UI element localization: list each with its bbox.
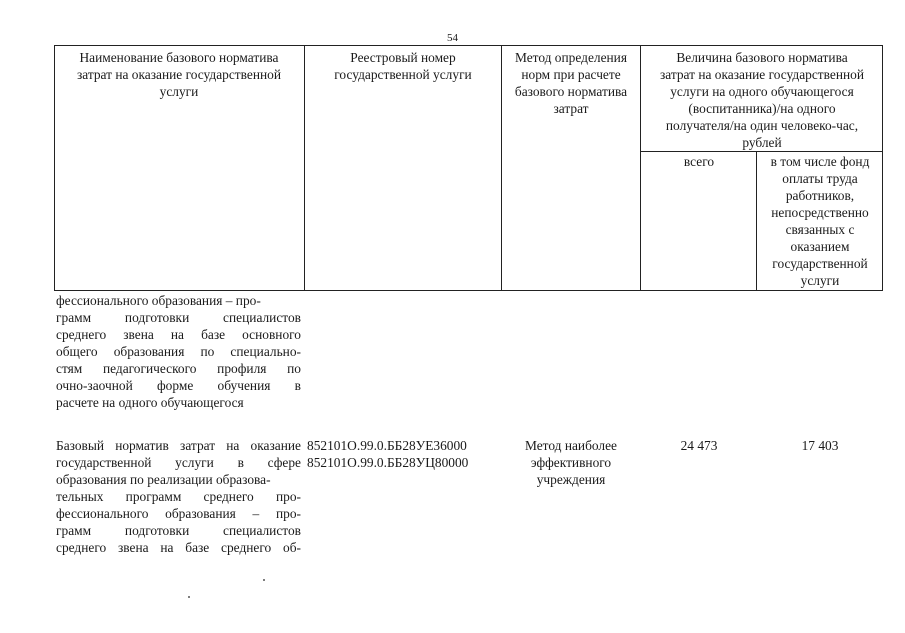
header-text: государственной [772, 256, 868, 271]
header-text: связанных с [785, 222, 855, 237]
header-text: Величина базового норматива [676, 50, 848, 65]
header-wage-cell [758, 153, 882, 289]
wage-fund-value: 17 403 [801, 438, 839, 453]
continuation-text [56, 292, 301, 411]
registry-number: 852101О.99.0.ББ28УЕ36000 [307, 438, 467, 453]
scan-speck [188, 596, 190, 598]
header-text: затрат [553, 101, 589, 116]
header-text: затрат на оказание государственной [659, 67, 865, 82]
text-line: тельных программ среднего про- [56, 489, 301, 504]
header-text: государственной услуги [334, 67, 472, 82]
text-line: общего образования по специально- [56, 344, 301, 359]
text-line: среднего звена на базе основного [56, 327, 301, 342]
header-name-cell [56, 49, 302, 100]
total-value: 24 473 [680, 438, 718, 453]
text-line: среднего звена на базе среднего об- [56, 540, 301, 555]
header-text: услуги [159, 84, 199, 99]
header-text: оплаты труда [782, 171, 858, 186]
text-line: очно-заочной форме обучения в [56, 378, 301, 393]
method-text: эффективного [530, 455, 612, 470]
header-text: работников, [785, 188, 855, 203]
header-registry-cell [306, 49, 500, 83]
header-text: услуги на одного обучающегося [670, 84, 854, 99]
header-text: получателя/на один человеко-час, [665, 118, 859, 133]
header-text: Реестровый номер [350, 50, 456, 65]
row-name-cell [56, 437, 301, 556]
header-value-cell [642, 49, 882, 150]
header-text: норм при расчете [521, 67, 621, 82]
row-total-cell [642, 437, 756, 454]
registry-number: 852101О.99.0.ББ28УЦ80000 [307, 455, 469, 470]
header-text: в том числе фонд [770, 154, 870, 169]
text-line: грамм подготовки специалистов [56, 523, 301, 538]
header-total-cell [642, 153, 756, 170]
header-text: (воспитанника)/на одного [688, 101, 836, 116]
row-wage-cell [758, 437, 882, 454]
scan-speck [263, 579, 265, 581]
header-method-cell [503, 49, 639, 117]
text-line: государственной услуги в сфере [56, 455, 301, 470]
text-line: Базовый норматив затрат на оказание [56, 438, 301, 453]
method-text: учреждения [536, 472, 606, 487]
page-number: 54 [447, 32, 458, 44]
row-registry-cell [307, 437, 501, 471]
row-method-cell [503, 437, 639, 488]
header-text: Метод определения [514, 50, 627, 65]
header-text: рублей [742, 135, 782, 150]
header-text: Наименование базового норматива [79, 50, 279, 65]
header-text: непосредственно [771, 205, 869, 220]
header-text: оказанием [790, 239, 850, 254]
text-line: фессионального образования – про- [56, 506, 301, 521]
text-line: расчете на одного обучающегося [56, 395, 244, 410]
text-line: грамм подготовки специалистов [56, 310, 301, 325]
header-text: услуги [800, 273, 840, 288]
header-text: затрат на оказание государственной [76, 67, 282, 82]
header-text: базового норматива [514, 84, 628, 99]
text-line: фессионального образования – про- [56, 293, 261, 308]
text-line: стям педагогического профиля по [56, 361, 301, 376]
header-text: всего [683, 154, 715, 169]
text-line: образования по реализации образова- [56, 472, 271, 487]
method-text: Метод наиболее [525, 438, 617, 453]
